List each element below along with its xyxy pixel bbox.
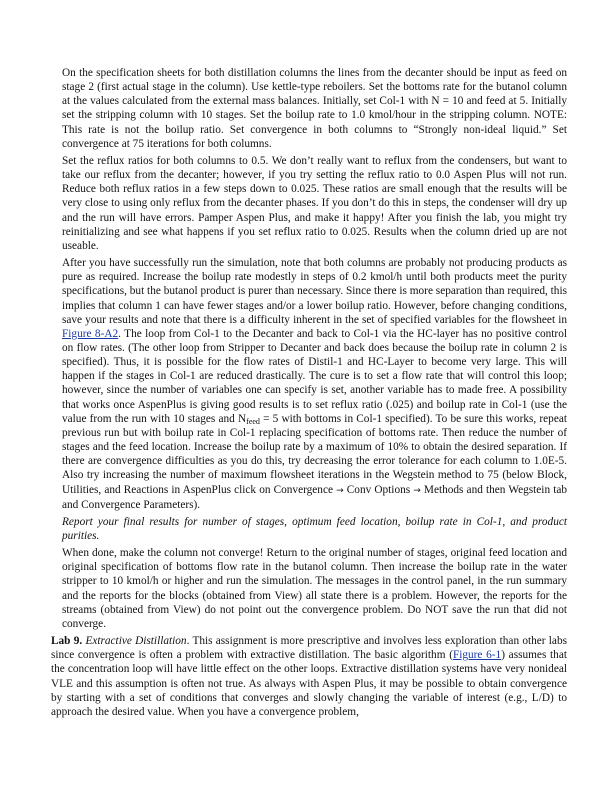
- paragraph-text: Methods and then Wegstein tab and Convergence Parameters).: [62, 483, 567, 511]
- paragraph-text: After you have successfully run the simulation, note that both columns are probably not producing products as pure as required. Increase the boilup rate modestly in steps of 0.2 kmol/h until both products meet the purity specifications, but the butanol product is purer than necessary. Since there is more separation than required, this implies that column 1 can have fewer stages and/or a lower boilup ratio. However, before changing conditions, save your results and note that there is a difficulty inherent in the set of specified variables for the flowsheet in: [62, 257, 567, 326]
- paragraph-make-not-converge: When done, make the column not converge! Return to the original number of stages, original feed location and original specification of bottoms flow rate in the butanol column. Then increase the boilup rate in the water stripper to 10 kmol/h or higher and run the simulation. The messages in the control panel, in the run summary and the reports for the blocks (obtained from View) all state there is a problem. However, the reports for the streams (obtained from View) do not point out the convergence problem. Do NOT save the run that did not converge.: [62, 547, 567, 630]
- paragraph-text: . This assignment is more prescriptive and involves less exploration than other labs since convergence is often a problem with extractive distillation. The basic algorithm (: [51, 635, 567, 662]
- lab-9-subtitle: Extractive Distillation: [85, 635, 187, 648]
- paragraph-text: = 5 with bottoms in Col-1 specified). To be sure this works, repeat previous run but with boilup rate in Col-1 replacing specification of bottoms rate. Then reduce the number of stages and the feed location. Increase the boilup rate by a maximum of 10% to obtain the desired separation. If there are convergence difficulties as you do this, try decreasing the error tolerance for each column to 1.0E-5. Also try increasing the number of maximum flowsheet iterations in the Wegstein method to 75 (below Block, Utilities, and Reactions in AspenPlus click on Convergence: [62, 412, 567, 496]
- subscript-feed: feed: [246, 416, 260, 426]
- paragraph-text: ) assumes that the concentration loop will have little effect on the other loops. Extractive distillation systems have very nonideal VLE and this assumption is often not true. As always with Aspen Plus, it may be possible to obtain convergence by starting with a set of conditions that converges and slowly changing the variable of interest (e.g., L/D) to approach the desired value. When you have a convergence problem,: [51, 649, 567, 718]
- figure-6-1-link[interactable]: Figure 6-1: [452, 649, 502, 662]
- paragraph-report-results: Report your final results for number of stages, optimum feed location, boilup rate in Col-1, and product purities.: [62, 515, 567, 542]
- paragraph-spec-sheets: On the specification sheets for both distillation columns the lines from the decanter should be input as feed on stage 2 (first actual stage in the column). Use kettle-type reboilers. Set the bottoms rate for the butanol column at the values calculated from the external mass balances. Initially, set Col-1 with N = 10 and feed at 5. Initially set the stripping column with 10 stages. Set the boilup rate to 1.0 kmol/hour in the stripping column. NOTE: This rate is not the boilup ratio. Set convergence in both columns to “Strongly non-ideal liquid.” Set convergence at 75 iterations for both columns.: [62, 67, 567, 150]
- figure-8-a2-link[interactable]: Figure 8-A2: [62, 327, 119, 340]
- arrow-right-icon: →: [336, 485, 344, 496]
- paragraph-after-simulation: [51, 256, 567, 512]
- document-body: [51, 66, 567, 722]
- paragraph-text: Conv Options: [343, 483, 414, 496]
- paragraph-reflux-ratios: Set the reflux ratios for both columns to 0.5. We don’t really want to reflux from the condensers, but want to take our reflux from the decanter; however, if you try setting the reflux ratio to 0.0 Aspen Plus will not run. Reduce both reflux ratios in a few steps down to 0.025. These ratios are small enough that the results will be very close to using only reflux from the decanter phases. If you don’t do this in steps, the condenser will dry up and the run will have errors. Pamper Aspen Plus, and make it happy! After you finish the lab, you might try reinitializing and see what happens if you set reflux ratio to 0.025. Results when the column dried up are not useable.: [62, 154, 567, 252]
- paragraph-lab-9: [51, 634, 567, 719]
- lab-9-heading: Lab 9.: [51, 635, 83, 648]
- paragraph-text: . The loop from Col-1 to the Decanter and back to Col-1 via the HC-layer has no positive control on flow rates. (The other loop from Stripper to Decanter and back does because the boilup rate in column 2 is specified). Thus, it is possible for the flow rates of Distil-1 and HC-Layer to become very large. This will happen if the stages in Col-1 are reduced drastically. The cure is to set a flow rate that will control this loop; however, since the number of variables one can specify is set, another variable has to made free. A possibility that works once AspenPlus is giving good results is to set reflux ratio (.025) and boilup rate in Col-1 (use the value from the run with 10 stages and N: [62, 327, 567, 425]
- arrow-right-icon: →: [413, 485, 421, 496]
